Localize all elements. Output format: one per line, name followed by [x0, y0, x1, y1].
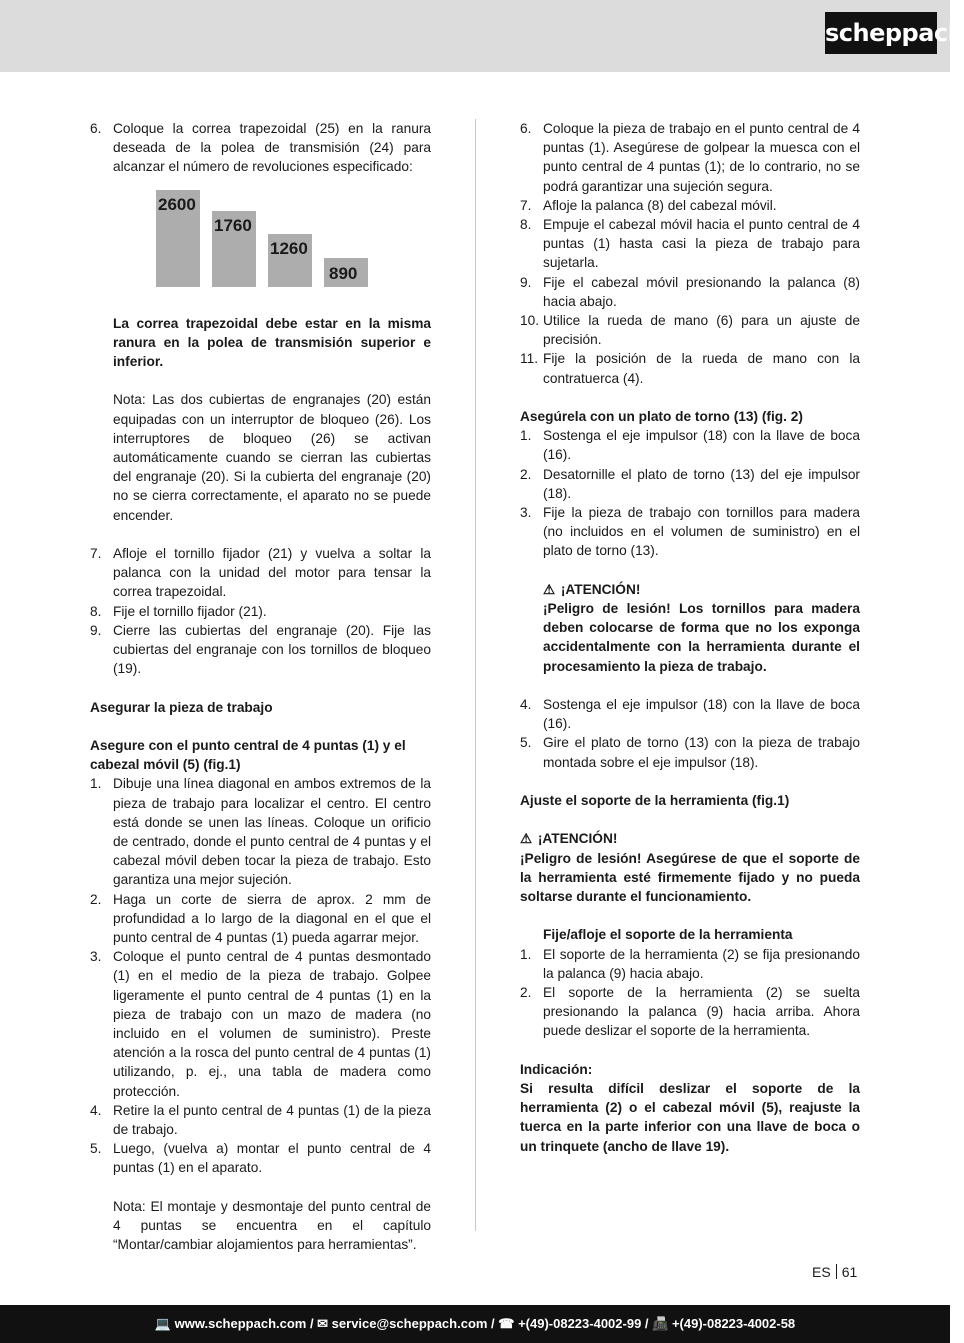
list-item: 7. Afloje la palanca (8) del cabezal móvil. — [520, 197, 777, 213]
list-item: 2. El soporte de la herramienta (2) se suelta presionando la palanca (9) hacia arriba. Ahora puede deslizar el soporte de la herramienta. — [520, 985, 860, 1039]
item-text: Coloque la correa trapezoidal (25) en la ranura deseada de la polea de transmisión (24) para alcanzar el número de revoluciones especificado: — [113, 121, 431, 175]
warning-text: ¡Peligro de lesión! Asegúrese de que el soporte de la herramienta esté firmemente fijado y no pueda soltarse durante el funcionamiento. — [520, 850, 860, 905]
scheppach-logo: scheppach — [825, 12, 937, 54]
indication-title: Indicación: — [520, 1061, 593, 1077]
list-item: 8. Empuje el cabezal móvil hacia el punto central de 4 puntas (1) hasta casi la pieza de trabajo para sujetarla. — [520, 217, 860, 271]
list-item: 9. Cierre las cubiertas del engranaje (20). Fije las cubiertas del engranaje con los tornillos de bloqueo (19). — [90, 622, 431, 677]
speed-label: 1760 — [214, 215, 252, 235]
list-item: 9. Fije el cabezal móvil presionando la palanca (8) hacia abajo. — [520, 274, 860, 309]
footer-contact-bar — [0, 1305, 950, 1343]
warning-text: ¡Peligro de lesión! Los tornillos para madera deben colocarse de forma que no los exponga accidentalmente con la herramienta durante el procesamiento la pieza de trabajo. — [543, 601, 860, 674]
list-item: 4. Sostenga el eje impulsor (18) con la llave de boca (16). — [520, 697, 860, 732]
page-number: ES 61 — [812, 1264, 858, 1280]
section-heading: Asegúrela con un plato de torno (13) (fig. 2) — [520, 409, 803, 425]
list-item: 11. Fije la posición de la rueda de mano con la contratuerca (4). — [520, 351, 860, 386]
warning-icon: ⚠ — [520, 831, 533, 847]
speed-bar-2600 — [156, 190, 200, 287]
warning-icon: ⚠ — [543, 581, 556, 597]
speed-bar-890 — [324, 258, 368, 287]
indication-text: Si resulta difícil deslizar el soporte de la herramienta (2) o el cabezal móvil (5), reajuste la tuerca en la parte inferior con una llave de boca o un trinquete (ancho de llave 19). — [520, 1081, 860, 1154]
list-item: 2. Desatornille el plato de torno (13) del eje impulsor (18). — [520, 466, 860, 501]
note-mounting: Nota: El montaje y desmontaje del punto central de 4 puntas se encuentra en el capítulo “Montar/cambiar alojamientos para herramientas”. — [113, 1198, 431, 1253]
list-item: 3. Coloque el punto central de 4 puntas desmontado (1) en el medio de la pieza de trabajo. Golpee ligeramente el punto central de 4 puntas (1) en la pieza de trabajo con un mazo de madera (no incluido en el volumen de suministro). Preste atención a la rosca del punto central de 4 puntas (1) utilizando, p. ej., una tabla de madera como protección. — [90, 949, 431, 1099]
list-item: 10. Utilice la rueda de mano (6) para un ajuste de precisión. — [520, 313, 860, 348]
right-column — [520, 119, 860, 1156]
speed-bar-1260 — [268, 234, 312, 287]
left-column — [90, 119, 431, 1254]
header-bar — [0, 0, 950, 72]
list-item: 1. Dibuje una línea diagonal en ambos extremos de la pieza de trabajo para localizar el centro. El centro está donde se unen las líneas. Coloque un orificio de centrado, donde el punto central de 4 puntas y el cabezal móvil deben tocar la pieza de trabajo. Esto garantiza una mejor sujeción. — [90, 776, 431, 888]
item-number: 6. — [90, 121, 102, 136]
list-item: 2. Haga un corte de sierra de aprox. 2 mm de profundidad a lo largo de la diagonal en el que el punto central de 4 puntas (1) pueda agarrar mejor. — [90, 891, 431, 946]
speed-label: 890 — [329, 263, 358, 283]
list-item: 5. Luego, (vuelva a) montar el punto central de 4 puntas (1) en el aparato. — [90, 1141, 431, 1176]
list-item: 1. Sostenga el eje impulsor (18) con la llave de boca (16). — [520, 428, 860, 463]
belt-note: La correa trapezoidal debe estar en la misma ranura en la polea de transmisión superior e inferior. — [113, 315, 431, 370]
section-heading: Asegurar la pieza de trabajo — [90, 699, 273, 715]
list-item: 3. Fije la pieza de trabajo con tornillos para madera (no incluidos en el volumen de suministro) en el plato de torno (13). — [520, 505, 860, 559]
list-item: 5. Gire el plato de torno (13) con la pieza de trabajo montada sobre el eje impulsor (18). — [520, 735, 860, 770]
section-heading: Ajuste el soporte de la herramienta (fig.1) — [520, 793, 790, 809]
speed-chart — [90, 177, 431, 314]
speed-label: 1260 — [270, 238, 308, 258]
section-subheading: Fije/afloje el soporte de la herramienta — [543, 927, 793, 943]
list-item: 4. Retire la el punto central de 4 puntas (1) de la pieza de trabajo. — [90, 1102, 431, 1138]
list-item: 6. Coloque la pieza de trabajo en el punto central de 4 puntas (1). Asegúrese de golpear la muesca con el punto central de 4 puntas (1); de lo contrario, no se podrá garantizar una sujeción segura. — [520, 121, 860, 194]
section-subheading: Asegure con el punto central de 4 puntas (1) y el cabezal móvil (5) (fig.1) — [90, 738, 406, 773]
attention-label: ⚠ ¡ATENCIÓN! — [520, 580, 860, 599]
contact-info: 💻 www.scheppach.com / ✉ service@scheppach.com / ☎ +(49)-08223-4002-99 / 📠 +(49)-08223-4002-58 — [154, 1316, 796, 1331]
list-item: 7. Afloje el tornillo fijador (21) y vuelva a soltar la palanca con la unidad del motor para tensar la correa trapezoidal. — [90, 546, 431, 600]
list-item: 1. El soporte de la herramienta (2) se fija presionando la palanca (9) hacia abajo. — [520, 946, 860, 981]
speed-label: 2600 — [158, 194, 196, 214]
attention-label: ⚠ ¡ATENCIÓN! — [520, 829, 860, 848]
column-divider — [475, 119, 476, 1231]
speed-bar-1760 — [212, 211, 256, 287]
list-item — [90, 119, 431, 177]
note-gear-covers: Nota: Las dos cubiertas de engranajes (20) están equipadas con un interruptor de bloqueo (26). Los interruptores de bloqueo (26) se activan automáticamente cuando se cierran las cubiertas del engranaje (20). Si la cubierta del engranaje (20) no se cierra correctamente, el aparato no se puede encender. — [113, 392, 431, 523]
list-item: 8. Fije el tornillo fijador (21). — [90, 603, 267, 619]
